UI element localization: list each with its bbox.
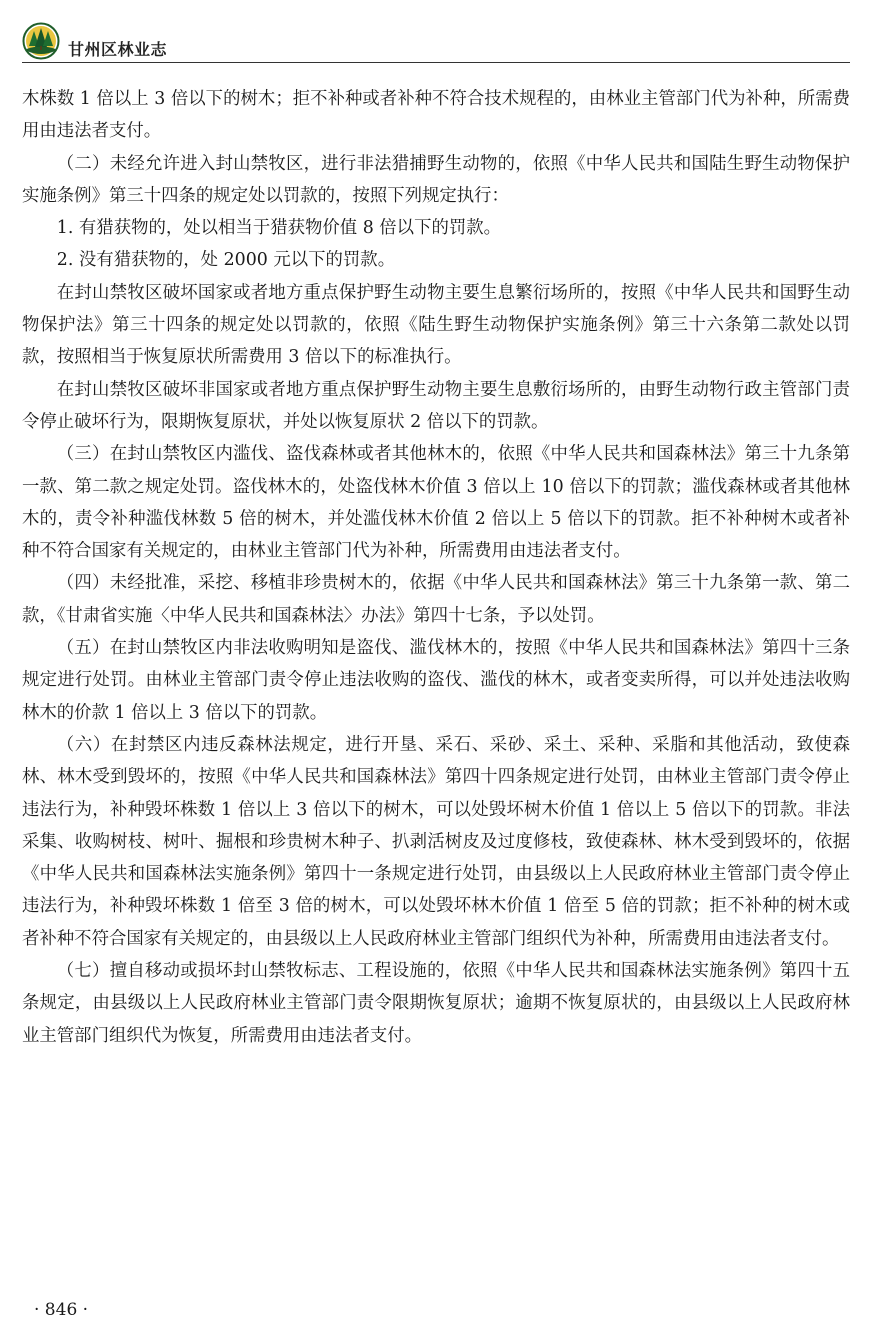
paragraph: 木株数 1 倍以上 3 倍以下的树木；拒不补种或者补种不符合技术规程的，由林业主管部门代为补种，所需费用由违法者支付。 — [22, 89, 850, 142]
paragraph: （二）未经允许进入封山禁牧区，进行非法猎捕野生动物的，依照《中华人民共和国陆生野生动物保护实施条例》第三十四条的规定处以罚款的，按照下列规定执行： — [22, 153, 850, 206]
forest-logo-icon — [22, 22, 60, 60]
book-title: 甘州区林业志 — [68, 40, 168, 59]
body-text — [22, 83, 850, 1052]
paragraph: （五）在封山禁牧区内非法收购明知是盗伐、滥伐林木的，按照《中华人民共和国森林法》第四十三条规定进行处罚。由林业主管部门责令停止违法收购的盗伐、滥伐的林木，或者变卖所得，可以并处违法收购林木的价款 1 倍以上 3 倍以下的罚款。 — [22, 638, 850, 723]
paragraph: 1. 有猎获物的，处以相当于猎获物价值 8 倍以下的罚款。 — [56, 218, 502, 239]
paragraph: （七）擅自移动或损坏封山禁牧标志、工程设施的，依照《中华人民共和国森林法实施条例》第四十五条规定，由县级以上人民政府林业主管部门责令限期恢复原状；逾期不恢复原状的，由县级以上人民政府林业主管部门组织代为恢复，所需费用由违法者支付。 — [22, 961, 850, 1046]
paragraph: 在封山禁牧区破坏非国家或者地方重点保护野生动物主要生息敷衍场所的，由野生动物行政主管部门责令停止破坏行为，限期恢复原状，并处以恢复原状 2 倍以下的罚款。 — [22, 379, 850, 432]
paragraph: （三）在封山禁牧区内滥伐、盗伐森林或者其他林木的，依照《中华人民共和国森林法》第三十九条第一款、第二款之规定处罚。盗伐林木的，处盗伐林木价值 3 倍以上 10 倍以下的罚款；滥伐森林或者其他林木的，责令补种滥伐林数 5 倍的树木，并处滥伐林木价值 2 倍以上 5 倍以下的罚款。拒不补种树木或者补种不符合国家有关规定的，由林业主管部门代为补种，所需费用由违法者支付。 — [22, 444, 850, 562]
paragraph: （六）在封禁区内违反森林法规定，进行开垦、采石、采砂、采土、采种、采脂和其他活动，致使森林、林木受到毁坏的，按照《中华人民共和国森林法》第四十四条规定进行处罚，由林业主管部门责令停止违法行为，补种毁坏株数 1 倍以上 3 倍以下的树木，可以处毁坏树木价值 1 倍以上 5 倍以下的罚款。非法采集、收购树枝、树叶、掘根和珍贵树木种子、扒剥活树皮及过度修枝，致使森林、林木受到毁坏的，依据《中华人民共和国森林法实施条例》第四十一条规定进行处罚，由县级以上人民政府林业主管部门责令停止违法行为，补种毁坏株数 1 倍至 3 倍的树木，可以处毁坏林木价值 1 倍至 5 倍的罚款；拒不补种的树木或者补种不符合国家有关规定的，由县级以上人民政府林业主管部门组织代为补种，所需费用由违法者支付。 — [22, 734, 850, 949]
paragraph: 在封山禁牧区破坏国家或者地方重点保护野生动物主要生息繁衍场所的，按照《中华人民共和国野生动物保护法》第三十四条的规定处以罚款的，依照《陆生野生动物保护实施条例》第三十六条第二款处以罚款，按照相当于恢复原状所需费用 3 倍以下的标准执行。 — [22, 282, 850, 368]
paragraph: 2. 没有猎获物的，处 2000 元以下的罚款。 — [56, 250, 396, 271]
page-number: · 846 · — [34, 1300, 89, 1320]
page-header — [22, 20, 850, 64]
paragraph: （四）未经批准，采挖、移植非珍贵树木的，依据《中华人民共和国森林法》第三十九条第一款、第二款，《甘肃省实施〈中华人民共和国森林法〉办法》第四十七条，予以处罚。 — [22, 573, 850, 626]
header-divider — [22, 62, 850, 63]
